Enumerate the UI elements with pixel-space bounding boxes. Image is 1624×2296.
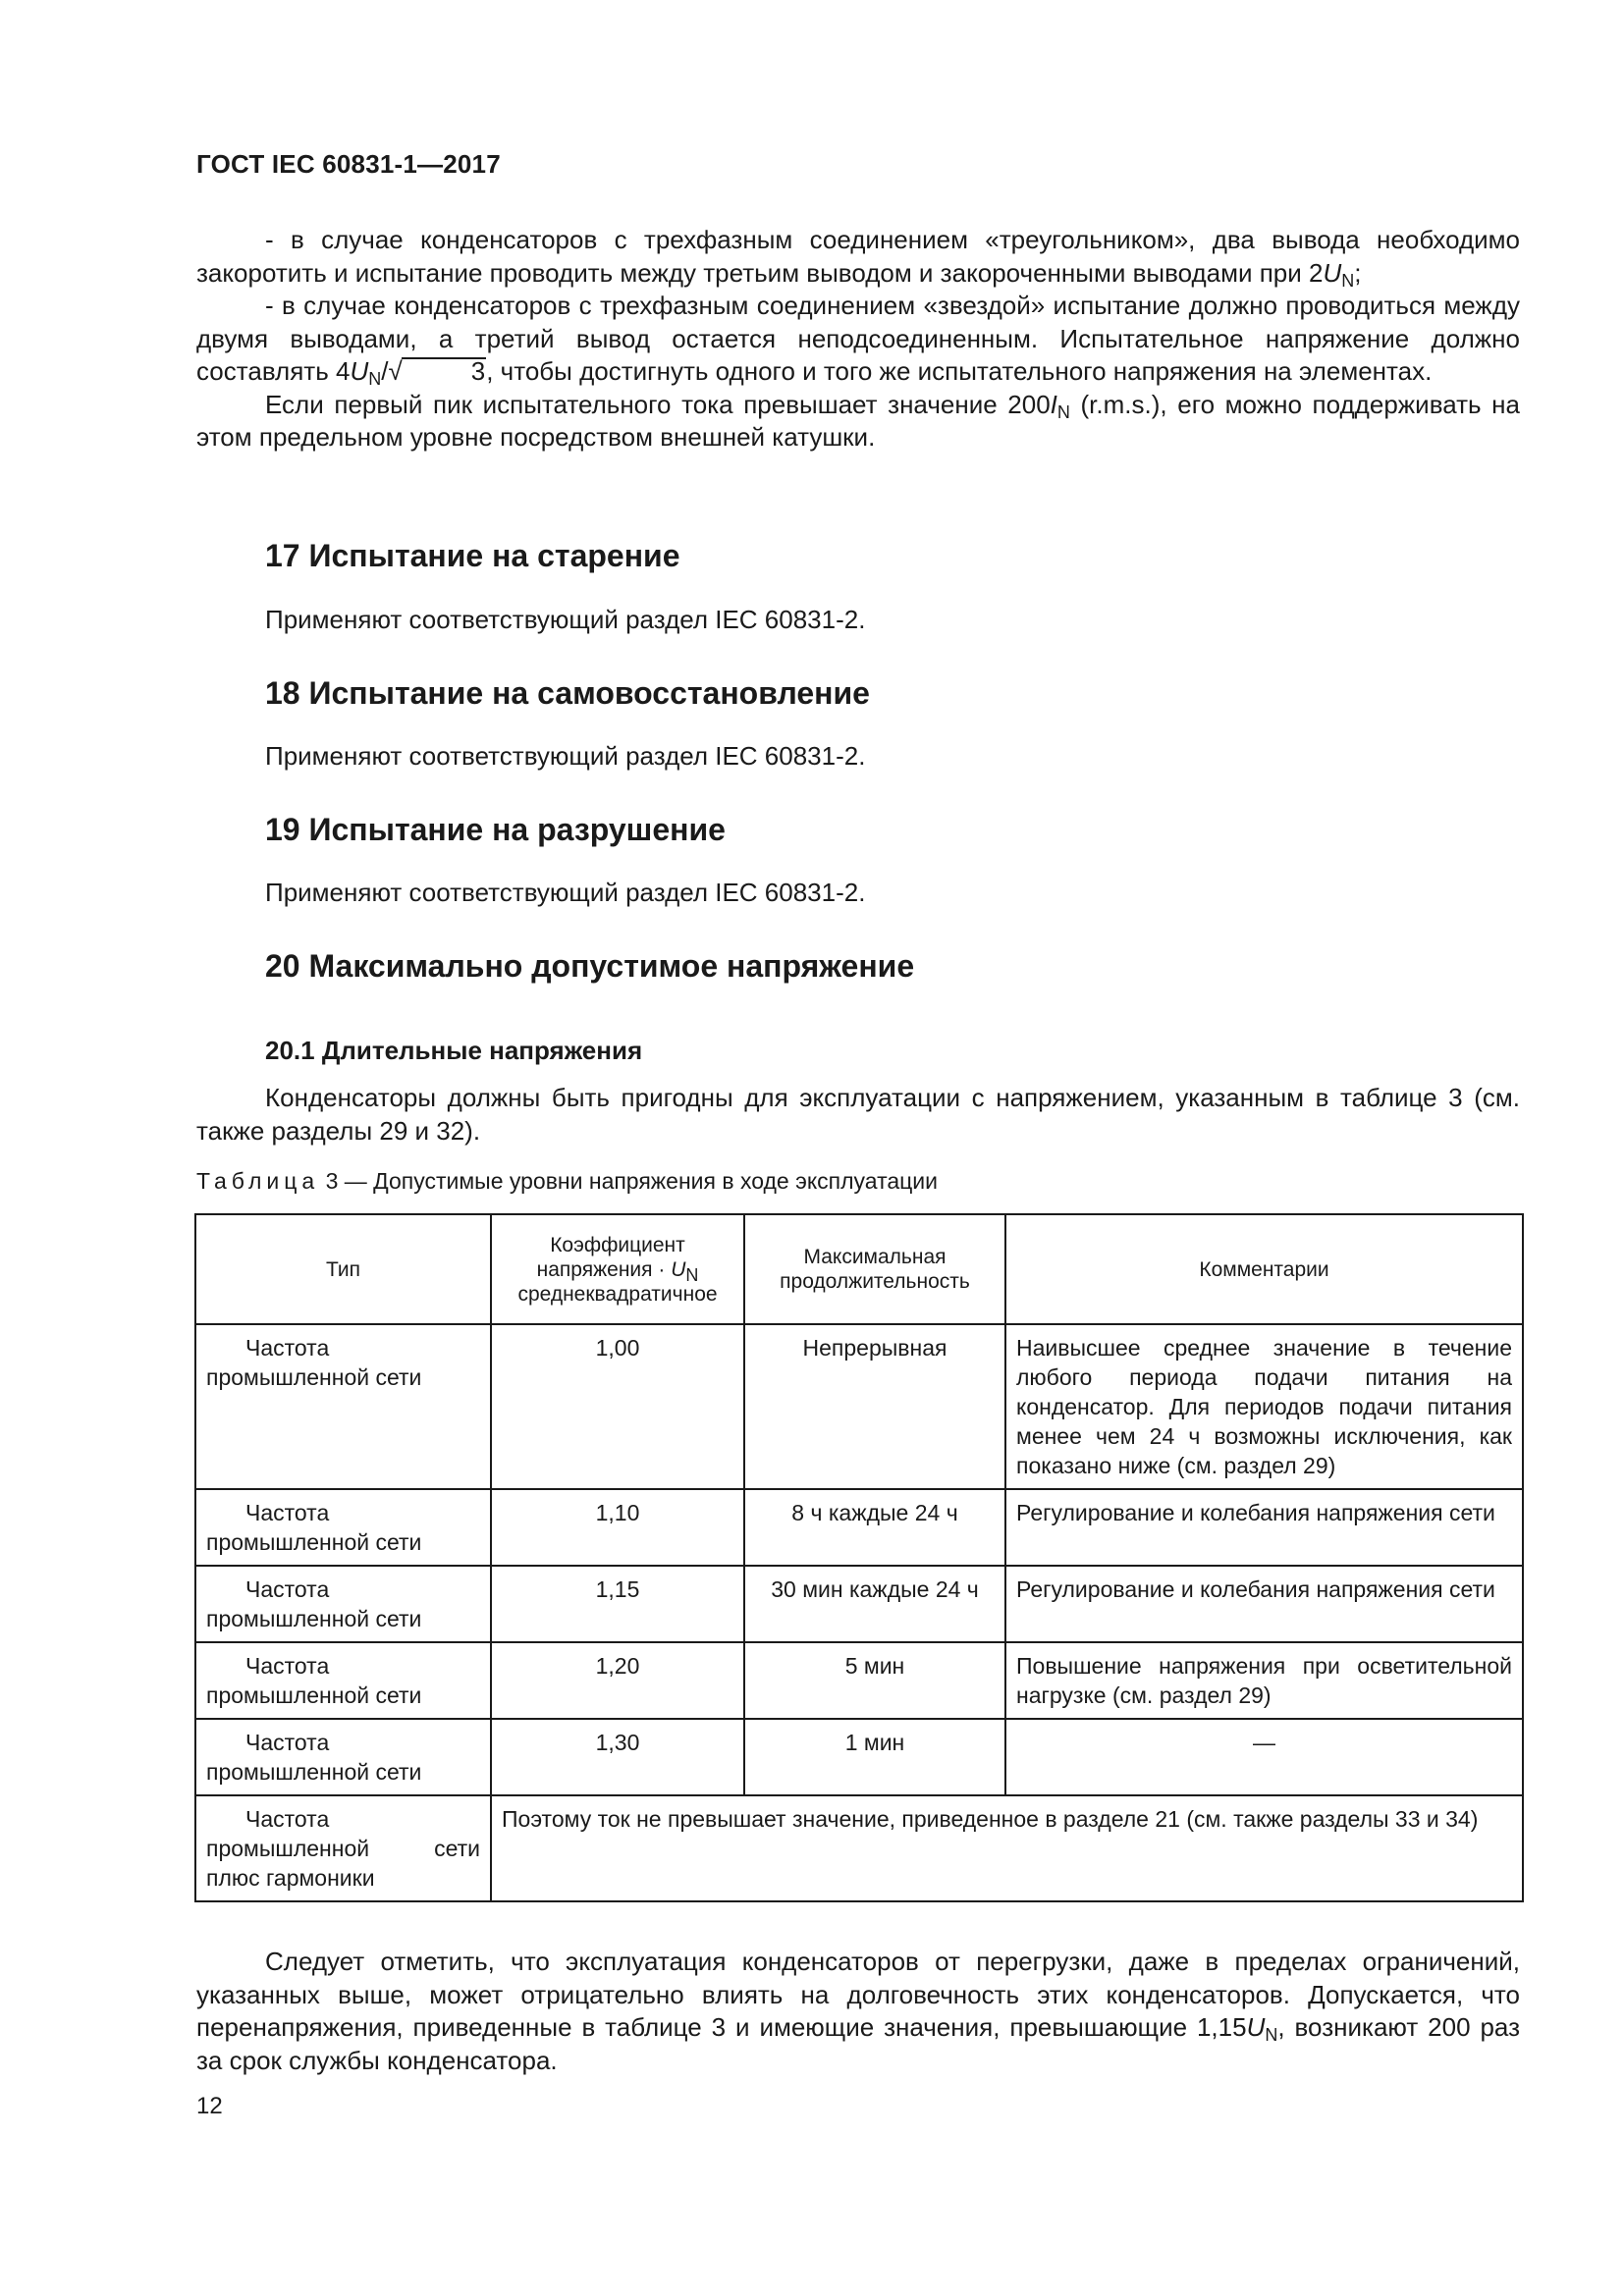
intro-paragraph-current: Если первый пик испытательного тока превышает значение $200I_N$ (r.m.s.), его можно поддерживать на этом предельном уровне посредством внешней катушки. bbox=[196, 389, 1520, 452]
table-row: Частота промышленной сети 1,15 30 мин каждые 24 ч Регулирование и колебания напряжения сети bbox=[195, 1566, 1523, 1642]
header-comments: Комментарии bbox=[1005, 1214, 1523, 1324]
table-caption: Таблица 3 — Допустимые уровни напряжения в ходе эксплуатации bbox=[196, 1168, 939, 1194]
section-19-text: Применяют соответствующий раздел IEC 60831-2. bbox=[265, 878, 866, 907]
page-number: 12 bbox=[196, 2093, 223, 2119]
section-19-title: 19 Испытание на разрушение bbox=[265, 812, 726, 847]
table-row: Частота промышленной сети 1,20 5 мин Повышение напряжения при осветительной нагрузке (см. раздел 29) bbox=[195, 1642, 1523, 1719]
table-row-harmonics: Частота промышленной сети плюс гармоники Поэтому ток не превышает значение, приведенное в разделе 21 (см. также разделы 33 и 34) bbox=[195, 1795, 1523, 1901]
intro-block bbox=[196, 224, 1520, 454]
voltage-levels-table bbox=[194, 1213, 1524, 1902]
section-17-title: 17 Испытание на старение bbox=[265, 538, 680, 573]
intro-paragraph-star: - в случае конденсаторов с трехфазным соединением «звездой» испытание должно проводиться между двумя выводами, а третий вывод остается неподсоединенным. Испытательное напряжение должно составлять $4U_N/√$ 3, чтобы достигнуть одного и того же испытательного напряжения на элементах. bbox=[196, 291, 1520, 389]
header-duration: Максимальная продолжительность bbox=[744, 1214, 1005, 1324]
header-type: Тип bbox=[195, 1214, 491, 1324]
table-header-row bbox=[195, 1214, 1523, 1324]
table-row: Частота промышленной сети 1,00 Непрерывная Наивысшее среднее значение в течение любого периода подачи питания на конденсатор. Для периодов подачи питания менее чем 24 ч возможны исключения, как показано ниже (см. раздел 29) bbox=[195, 1324, 1523, 1489]
document-header: ГОСТ IEC 60831-1—2017 bbox=[196, 149, 501, 179]
header-coefficient: Коэффициент напряжения · $U_N$ среднеквадратичное bbox=[491, 1214, 744, 1324]
intro-paragraph-delta: - в случае конденсаторов с трехфазным соединением «треугольником», два вывода необходимо закоротить и испытание проводить между третьим выводом и закороченными выводами при $2U_N$; bbox=[196, 225, 1520, 291]
section-18-text: Применяют соответствующий раздел IEC 60831-2. bbox=[265, 741, 866, 771]
closing-paragraph: Следует отметить, что эксплуатация конденсаторов от перегрузки, даже в пределах ограничений, указанных выше, может отрицательно влиять на долговечность этих конденсаторов. Допускается, что перенапряжения, приведенные в таблице 3 и имеющие значения, превышающие $1,15U_N$, возникают 200 раз за срок службы конденсатора. bbox=[196, 1947, 1521, 2075]
section-17-text: Применяют соответствующий раздел IEC 60831-2. bbox=[265, 605, 866, 634]
section-18-title: 18 Испытание на самовосстановление bbox=[265, 675, 870, 711]
table-row: Частота промышленной сети 1,30 1 мин — bbox=[195, 1719, 1523, 1795]
table-row: Частота промышленной сети 1,10 8 ч каждые 24 ч Регулирование и колебания напряжения сети bbox=[195, 1489, 1523, 1566]
sqrt-icon: √ bbox=[388, 356, 403, 386]
section-20-title: 20 Максимально допустимое напряжение bbox=[265, 948, 915, 984]
section-20-1-text: Конденсаторы должны быть пригодны для эксплуатации с напряжением, указанным в таблице 3 (см. также разделы 29 и 32). bbox=[196, 1083, 1520, 1146]
section-20-1-title: 20.1 Длительные напряжения bbox=[265, 1036, 643, 1065]
